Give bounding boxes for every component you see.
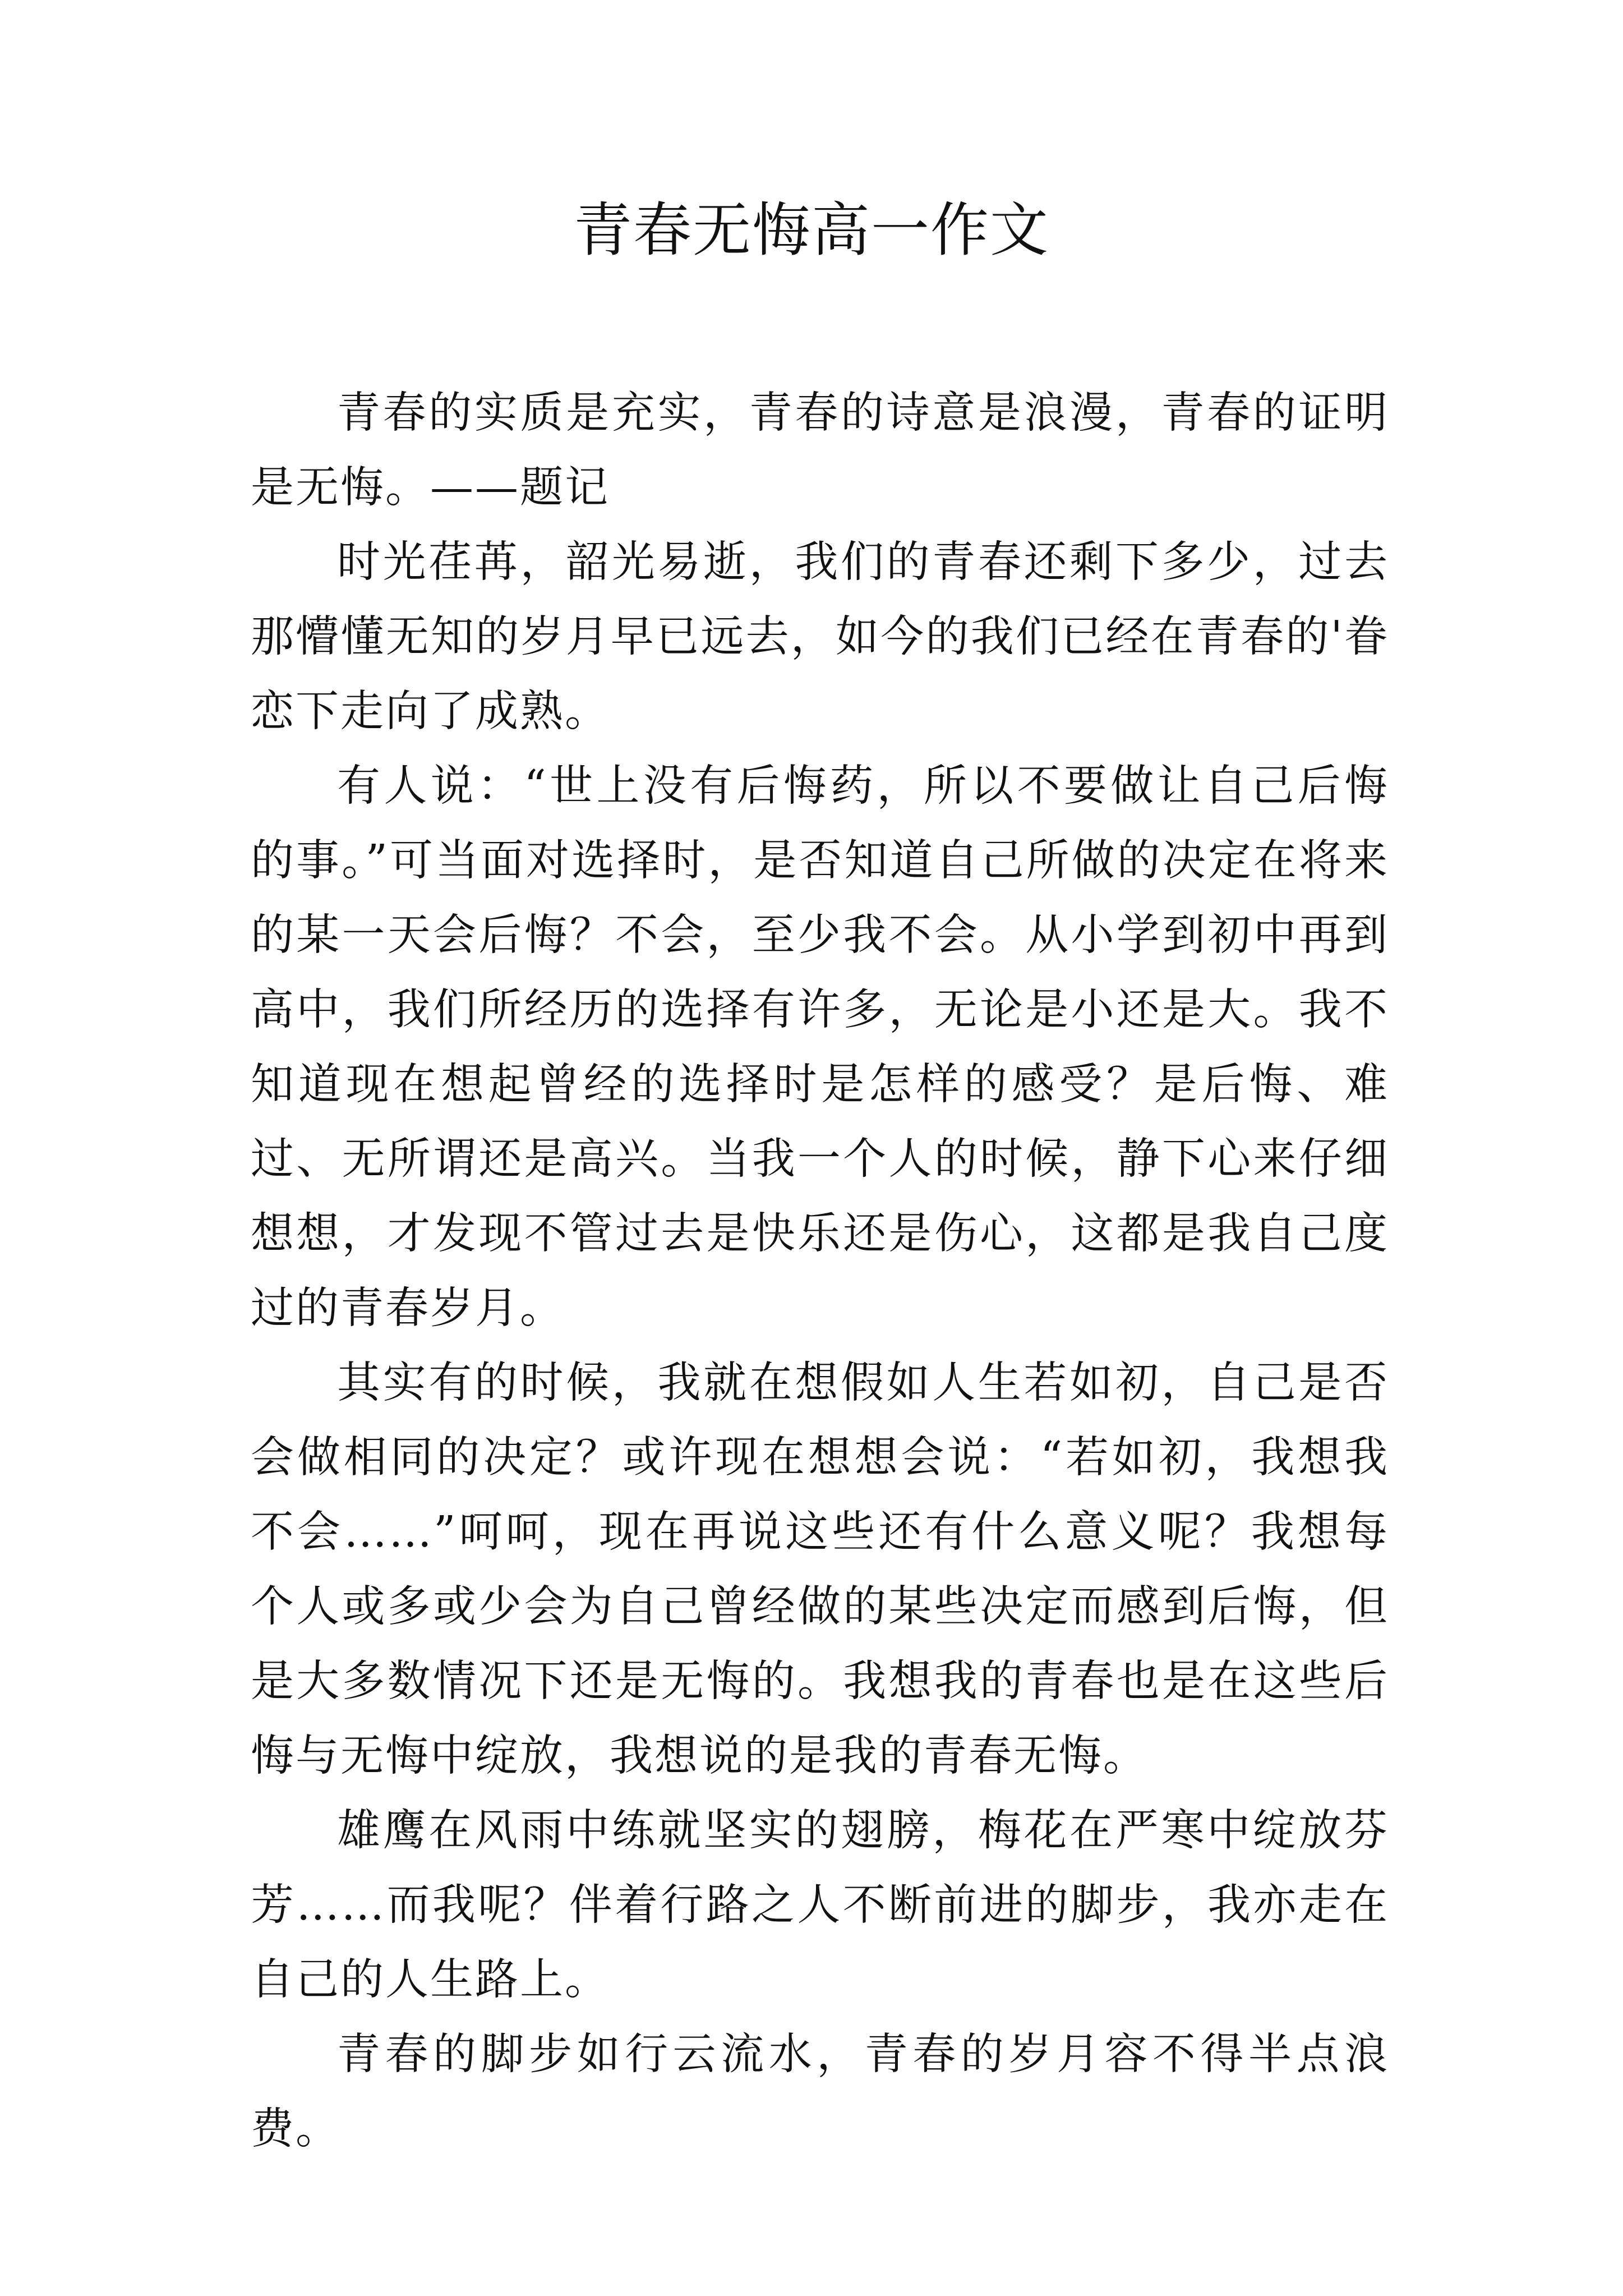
document-title: 青春无悔高一作文 (573, 196, 1049, 264)
paragraph-epigraph: 青春的实质是充实，青春的诗意是浪漫，青春的证明是无悔。——题记 (251, 388, 1389, 513)
paragraph: 其实有的时候，我就在想假如人生若如初，自己是否会做相同的决定？或许现在想想会说：“若如初，我想我不会……”呵呵，现在再说这些还有什么意义呢？我想每个人或多或少会为自己曾经做的某些决定而感到后悔，但是大多数情况下还是无悔的。我想我的青春也是在这些后悔与无悔中绽放，我想说的是我的青春无悔。 (251, 1358, 1389, 1781)
document-body (251, 376, 1389, 2166)
paragraph: 时光荏苒，韶光易逝，我们的青春还剩下多少，过去那懵懂无知的岁月早已远去，如今的我们已经在青春的'眷恋下走向了成熟。 (251, 537, 1389, 737)
paragraph: 青春的脚步如行云流水，青春的岁月容不得半点浪费。 (251, 2030, 1389, 2154)
paragraph: 有人说：“世上没有后悔药，所以不要做让自己后悔的事。”可当面对选择时，是否知道自己所做的决定在将来的某一天会后悔？不会，至少我不会。从小学到初中再到高中，我们所经历的选择有许多，无论是小还是大。我不知道现在想起曾经的选择时是怎样的感受？是后悔、难过、无所谓还是高兴。当我一个人的时候，静下心来仔细想想，才发现不管过去是快乐还是伤心，这都是我自己度过的青春岁月。 (251, 761, 1389, 1333)
paragraph: 雄鹰在风雨中练就坚实的翅膀，梅花在严寒中绽放芬芳……而我呢？伴着行路之人不断前进的脚步，我亦走在自己的人生路上。 (251, 1806, 1389, 2005)
